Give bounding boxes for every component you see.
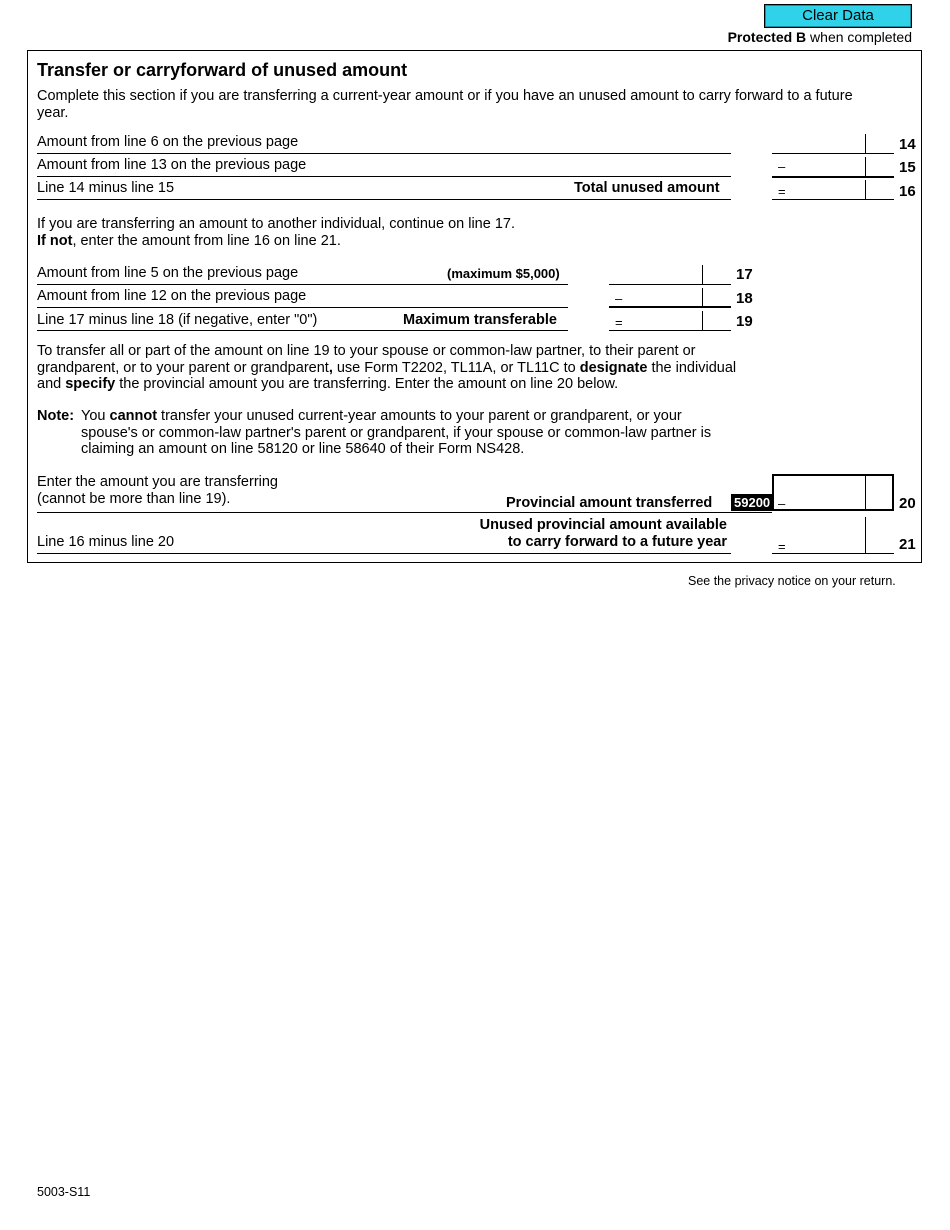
line-20-code: 59200 xyxy=(731,494,773,511)
line-21-right-line-1: Unused provincial amount available xyxy=(479,517,727,533)
line-21-right-label xyxy=(462,517,727,551)
clear-data-button[interactable]: Clear Data xyxy=(764,4,912,28)
line-21-right-line-2: to carry forward to a future year xyxy=(507,534,727,550)
line-20-input[interactable] xyxy=(772,474,894,511)
line-21-number: 21 xyxy=(899,536,916,553)
line-20-left-1: Enter the amount you are transferring xyxy=(37,474,278,490)
note-text-2: transfer your unused current-year amounts to your parent or grandparent, or your spouse's or common-law partner's parent or grandparent, if your spouse or common-law partner is claiming an amount on line 58120 or line 58640 of their Form NS428. xyxy=(81,408,712,457)
note-text-1: You xyxy=(81,408,110,424)
instruction-if-not: If not xyxy=(37,233,73,249)
transfer-paragraph xyxy=(37,343,757,393)
line-17-input[interactable] xyxy=(609,265,731,285)
line-16-underline xyxy=(37,199,731,200)
line-17-underline xyxy=(37,284,568,285)
line-14-cents-divider xyxy=(865,134,866,153)
transfer-text-4: the provincial amount you are transferring. Enter the amount on line 20 below. xyxy=(115,376,619,392)
transfer-text-2: use Form T2202, TL11A, or TL11C to xyxy=(332,359,580,376)
transfer-designate: designate xyxy=(579,359,648,376)
line-18-operator: – xyxy=(615,291,623,306)
line-15-operator: – xyxy=(778,159,786,174)
line-16-number: 16 xyxy=(899,183,916,200)
line-19-label: Line 17 minus line 18 (if negative, enter "0") xyxy=(37,312,318,328)
line-18-underline xyxy=(37,307,568,308)
line-17-number: 17 xyxy=(736,266,753,283)
note-label: Note: xyxy=(37,408,75,424)
line-20-underline xyxy=(37,512,772,513)
instruction-line-1: If you are transferring an amount to another individual, continue on line 17. xyxy=(37,216,515,232)
protected-b-notice xyxy=(728,29,912,45)
instruction-line-2 xyxy=(37,233,341,249)
line-16-label: Line 14 minus line 15 xyxy=(37,180,175,196)
line-14-input[interactable] xyxy=(772,134,894,154)
transfer-comma: , xyxy=(328,359,333,376)
transfer-text-3: the individual and xyxy=(37,359,737,392)
protected-b-rest: when completed xyxy=(806,29,912,45)
line-21-label: Line 16 minus line 20 xyxy=(37,534,175,550)
line-21-input[interactable] xyxy=(772,517,894,554)
transfer-text-1: To transfer all or part of the amount on line 19 to your spouse or common-law partner, to their parent or grandparent, or to your parent or grandparent xyxy=(37,343,696,376)
transfer-specify: specify xyxy=(65,376,116,392)
line-19-number: 19 xyxy=(736,313,753,330)
line-16-input[interactable] xyxy=(772,180,894,200)
line-15-input[interactable] xyxy=(772,157,894,178)
line-21-underline xyxy=(37,553,731,554)
privacy-notice: See the privacy notice on your return. xyxy=(688,574,896,588)
note-block xyxy=(37,408,737,458)
protected-b-label: Protected B xyxy=(727,29,807,45)
line-17-label: Amount from line 5 on the previous page xyxy=(37,265,299,281)
line-20-left-2: (cannot be more than line 19). xyxy=(37,491,231,507)
instruction-rest: , enter the amount from line 16 on line 21. xyxy=(72,233,341,249)
note-text xyxy=(37,408,737,458)
section-intro: Complete this section if you are transferring a current-year amount or if you have an unused amount to carry forward to a future year. xyxy=(37,88,853,121)
line-18-label: Amount from line 12 on the previous page xyxy=(37,288,307,304)
line-19-underline xyxy=(37,330,568,331)
note-cannot: cannot xyxy=(109,408,158,424)
line-18-number: 18 xyxy=(736,290,753,307)
line-16-right-label: Total unused amount xyxy=(574,180,720,196)
line-16-operator: = xyxy=(778,184,786,199)
section-title: Transfer or carryforward of unused amount xyxy=(37,60,408,80)
line-21-operator: = xyxy=(778,539,786,554)
line-15-label: Amount from line 13 on the previous page xyxy=(37,157,307,173)
line-16-cents-divider xyxy=(865,180,866,199)
line-14-label: Amount from line 6 on the previous page xyxy=(37,134,299,150)
line-19-operator: = xyxy=(615,315,623,330)
line-15-cents-divider xyxy=(865,157,866,176)
form-id: 5003-S11 xyxy=(37,1185,91,1199)
line-19-right-label: Maximum transferable xyxy=(403,312,557,328)
line-14-underline xyxy=(37,153,731,154)
line-17-maximum: (maximum $5,000) xyxy=(447,266,560,281)
line-15-underline xyxy=(37,176,731,177)
line-17-cents-divider xyxy=(702,265,703,284)
line-20-right-label: Provincial amount transferred xyxy=(506,495,713,511)
line-20-cents-divider xyxy=(865,476,866,509)
line-18-cents-divider xyxy=(702,288,703,306)
line-15-number: 15 xyxy=(899,159,916,176)
line-14-number: 14 xyxy=(899,136,916,153)
line-20-number: 20 xyxy=(899,495,916,512)
line-21-cents-divider xyxy=(865,517,866,553)
line-19-input[interactable] xyxy=(609,311,731,331)
line-18-input[interactable] xyxy=(609,288,731,308)
line-20-operator: – xyxy=(778,496,786,511)
line-19-cents-divider xyxy=(702,311,703,330)
